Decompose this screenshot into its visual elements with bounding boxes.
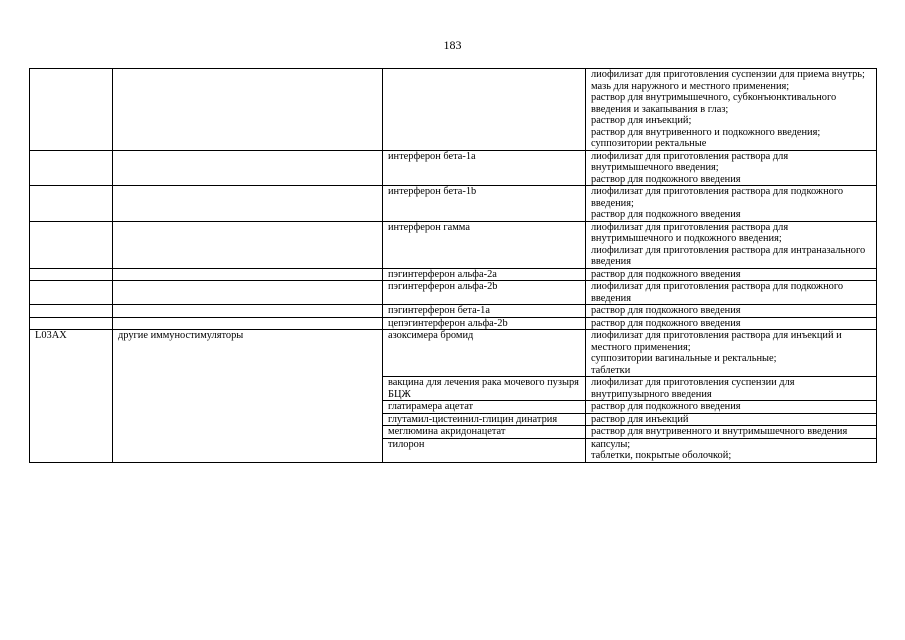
dosage-form: лиофилизат для приготовления суспензии для внутрипузырного введения	[591, 377, 795, 400]
dosage-forms-cell	[586, 69, 877, 151]
substance-cell: глатирамера ацетат	[383, 401, 586, 414]
substance-cell: интерферон гамма	[383, 221, 586, 268]
atc-group-cell	[113, 377, 383, 401]
dosage-form: раствор для внутривенного и внутримышечного введения	[591, 426, 848, 437]
dosage-forms-cell	[586, 186, 877, 222]
substance-cell: вакцина для лечения рака мочевого пузыря БЦЖ	[383, 377, 586, 401]
dosage-form: таблетки	[591, 364, 631, 376]
dosage-forms-cell	[586, 377, 877, 401]
atc-group-cell	[113, 413, 383, 426]
dosage-forms-cell	[586, 401, 877, 414]
dosage-form: капсулы;	[591, 438, 631, 450]
dosage-form: таблетки, покрытые оболочкой;	[591, 450, 732, 461]
dosage-form: раствор для подкожного введения	[591, 209, 741, 220]
dosage-form: раствор для инъекций	[591, 413, 689, 425]
atc-code-cell	[30, 317, 113, 330]
atc-code-cell	[30, 377, 113, 401]
page-number: 183	[443, 38, 462, 52]
atc-group-cell	[113, 221, 383, 268]
substance-cell: глутамил-цистеинил-глицин динатрия	[383, 413, 586, 426]
table-row	[30, 150, 877, 186]
dosage-form: раствор для внутримышечного, субконъюнктивального введения и закапывания в глаз;	[591, 92, 837, 115]
dosage-forms-cell	[586, 305, 877, 318]
atc-group-cell	[113, 186, 383, 222]
atc-code-cell	[30, 305, 113, 318]
dosage-form: лиофилизат для приготовления раствора для внутримышечного и подкожного введения;	[591, 221, 789, 244]
table-row	[30, 426, 877, 439]
dosage-forms-cell	[586, 317, 877, 330]
dosage-forms-cell	[586, 330, 877, 377]
atc-group-cell	[113, 438, 383, 462]
dosage-form: раствор для подкожного введения	[591, 317, 741, 329]
atc-group-cell	[113, 69, 383, 151]
dosage-form: раствор для инъекций;	[591, 115, 692, 126]
substance-cell: меглюмина акридонацетат	[383, 426, 586, 439]
substance-cell: цепэгинтерферон альфа-2b	[383, 317, 586, 330]
table-row	[30, 317, 877, 330]
dosage-forms-cell	[586, 281, 877, 305]
atc-code-cell	[30, 268, 113, 281]
dosage-form: лиофилизат для приготовления раствора для интраназального введения	[591, 244, 866, 267]
substance-cell: азоксимера бромид	[383, 330, 586, 377]
atc-group-cell	[113, 281, 383, 305]
substance-cell	[383, 69, 586, 151]
atc-code-cell	[30, 221, 113, 268]
dosage-form: раствор для подкожного введения	[591, 305, 741, 316]
substance-cell: пэгинтерферон альфа-2b	[383, 281, 586, 305]
dosage-form: раствор для подкожного введения	[591, 401, 741, 412]
dosage-forms-cell	[586, 268, 877, 281]
dosage-forms-cell	[586, 150, 877, 186]
atc-code-cell	[30, 281, 113, 305]
table-row	[30, 401, 877, 414]
table-row	[30, 268, 877, 281]
dosage-forms-cell	[586, 413, 877, 426]
dosage-form: лиофилизат для приготовления раствора для инъекций и местного применения;	[591, 330, 842, 353]
atc-group-cell	[113, 305, 383, 318]
table-body	[30, 69, 877, 463]
table-row	[30, 413, 877, 426]
atc-code-cell	[30, 426, 113, 439]
atc-group-cell: другие иммуностимуляторы	[113, 330, 383, 377]
table-row	[30, 330, 877, 377]
table-row	[30, 281, 877, 305]
atc-code-cell	[30, 438, 113, 462]
table-row	[30, 438, 877, 462]
drug-table	[29, 68, 877, 463]
atc-group-cell	[113, 401, 383, 414]
dosage-form: суппозитории вагинальные и ректальные;	[591, 353, 777, 364]
dosage-form: лиофилизат для приготовления раствора для подкожного введения	[591, 281, 844, 304]
atc-group-cell	[113, 317, 383, 330]
dosage-form: раствор для внутривенного и подкожного введения;	[591, 126, 821, 138]
atc-code-cell	[30, 69, 113, 151]
dosage-forms-cell	[586, 221, 877, 268]
substance-cell: пэгинтерферон альфа-2a	[383, 268, 586, 281]
substance-cell: интерферон бета-1a	[383, 150, 586, 186]
table-row	[30, 305, 877, 318]
table-row	[30, 186, 877, 222]
dosage-form: лиофилизат для приготовления раствора для подкожного введения;	[591, 186, 844, 209]
dosage-form: раствор для подкожного введения	[591, 268, 741, 280]
table-row	[30, 221, 877, 268]
atc-code-cell	[30, 150, 113, 186]
dosage-forms-cell	[586, 426, 877, 439]
dosage-forms-cell	[586, 438, 877, 462]
dosage-form: мазь для наружного и местного применения;	[591, 80, 790, 92]
atc-code-cell	[30, 413, 113, 426]
dosage-form: суппозитории ректальные	[591, 138, 707, 149]
substance-cell: пэгинтерферон бета-1a	[383, 305, 586, 318]
atc-code-cell	[30, 401, 113, 414]
dosage-form: лиофилизат для приготовления раствора для внутримышечного введения;	[591, 150, 789, 173]
table-row	[30, 377, 877, 401]
atc-group-cell	[113, 426, 383, 439]
atc-group-cell	[113, 150, 383, 186]
dosage-form: лиофилизат для приготовления суспензии для приема внутрь;	[591, 69, 865, 80]
substance-cell: тилорон	[383, 438, 586, 462]
atc-code-cell: L03AX	[30, 330, 113, 377]
dosage-form: раствор для подкожного введения	[591, 173, 741, 185]
atc-code-cell	[30, 186, 113, 222]
substance-cell: интерферон бета-1b	[383, 186, 586, 222]
atc-group-cell	[113, 268, 383, 281]
table-row	[30, 69, 877, 151]
